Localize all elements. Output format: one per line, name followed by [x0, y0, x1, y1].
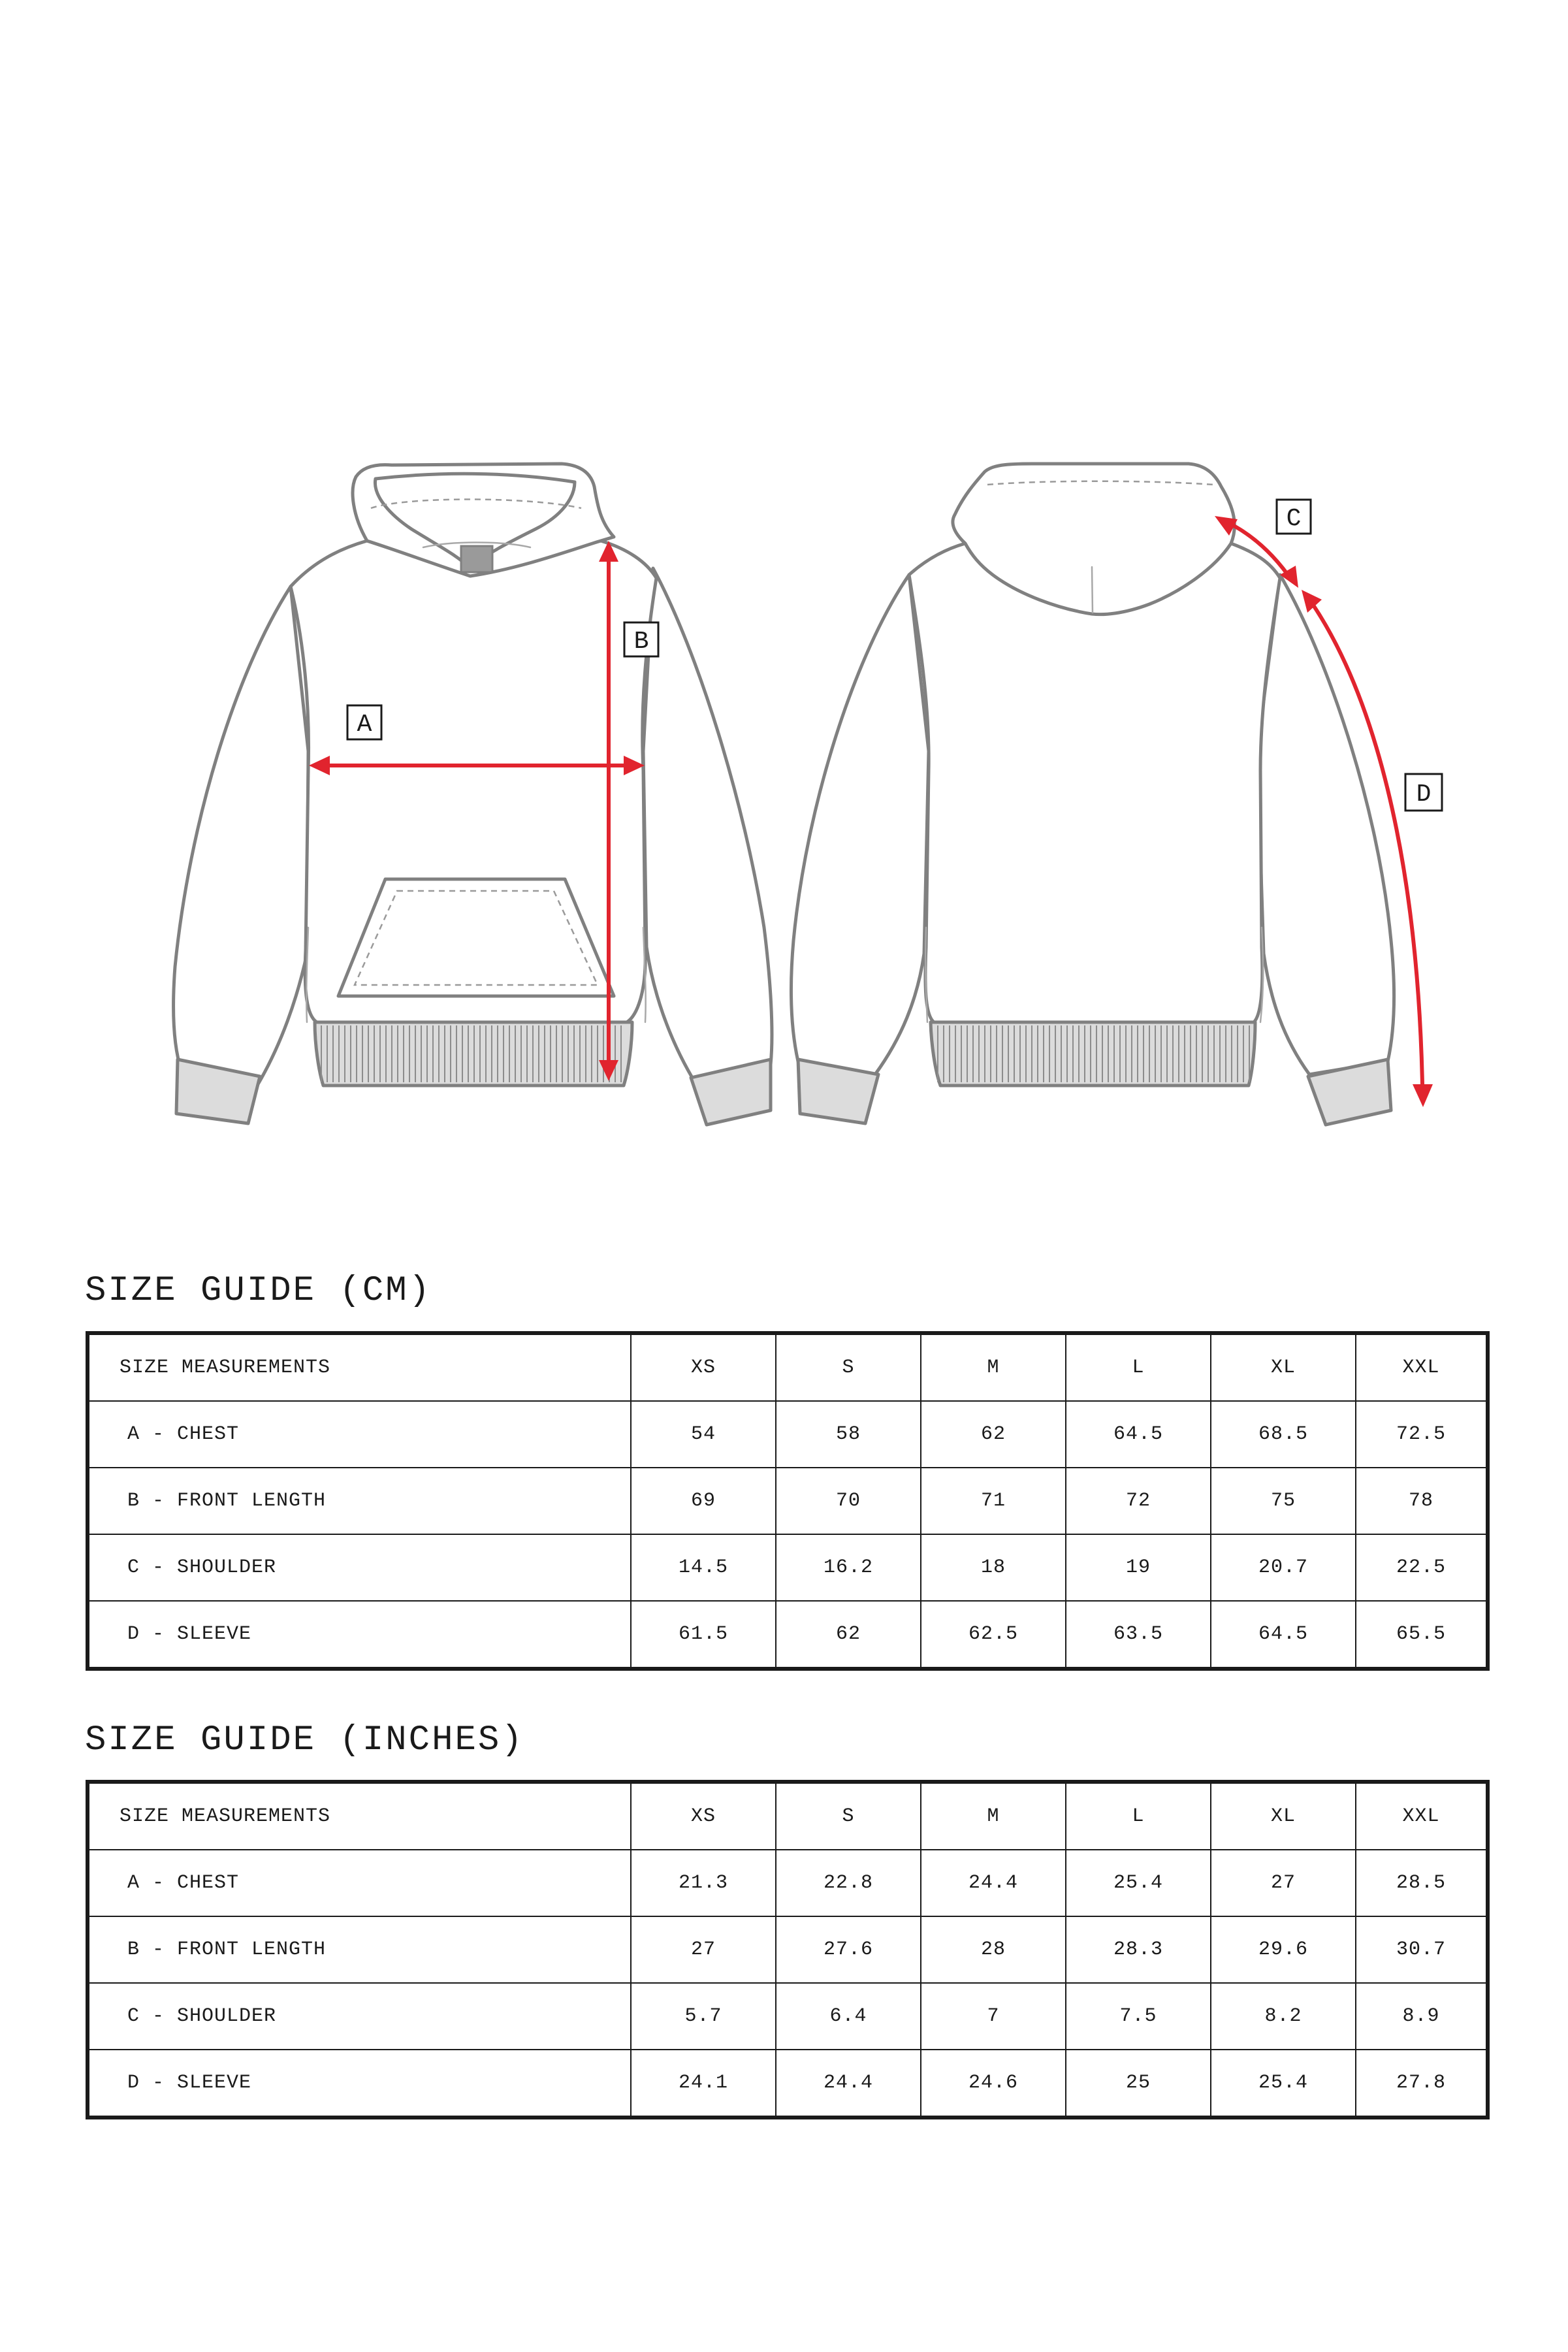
table-row [88, 1983, 1488, 2050]
label-d: D [1416, 781, 1432, 809]
measurement-value: 70 [776, 1468, 921, 1534]
measurement-value: 62 [921, 1401, 1066, 1468]
measurement-value: 24.4 [921, 1850, 1066, 1916]
table-row [88, 1850, 1488, 1916]
header-measurements: SIZE MEASUREMENTS [88, 1782, 631, 1850]
table-header-row [88, 1333, 1488, 1401]
measurement-value: 24.1 [631, 2050, 776, 2118]
measurement-value: 22.8 [776, 1850, 921, 1916]
measurement-value: 30.7 [1356, 1916, 1488, 1983]
measurement-value: 69 [631, 1468, 776, 1534]
measurement-value: 65.5 [1356, 1601, 1488, 1669]
measurement-value: 28.5 [1356, 1850, 1488, 1916]
size-guide-inches-table [86, 1780, 1490, 2119]
measurement-value: 14.5 [631, 1534, 776, 1601]
header-size: S [776, 1782, 921, 1850]
measurement-value: 19 [1066, 1534, 1211, 1601]
measurement-value: 5.7 [631, 1983, 776, 2050]
label-b: B [633, 628, 649, 656]
measurement-label: B - FRONT LENGTH [88, 1916, 631, 1983]
front-right-sleeve [643, 568, 772, 1078]
measurement-value: 25.4 [1066, 1850, 1211, 1916]
header-size: XS [631, 1333, 776, 1401]
header-size: L [1066, 1333, 1211, 1401]
label-c: C [1286, 505, 1302, 533]
header-size: XS [631, 1782, 776, 1850]
size-guide-cm-table [86, 1331, 1490, 1671]
measurement-label: C - SHOULDER [88, 1534, 631, 1601]
measurement-label: A - CHEST [88, 1401, 631, 1468]
measurement-label: D - SLEEVE [88, 1601, 631, 1669]
back-left-sleeve [791, 575, 929, 1074]
measurement-value: 54 [631, 1401, 776, 1468]
table-row [88, 1401, 1488, 1468]
header-size: S [776, 1333, 921, 1401]
measurement-value: 28 [921, 1916, 1066, 1983]
front-kangaroo-pocket [338, 879, 614, 996]
back-right-sleeve [1257, 575, 1394, 1074]
header-size: XL [1211, 1333, 1356, 1401]
label-a: A [357, 711, 372, 739]
header-size: XXL [1356, 1782, 1488, 1850]
table-row [88, 2050, 1488, 2118]
header-measurements: SIZE MEASUREMENTS [88, 1333, 631, 1401]
front-waistband-rib [315, 1022, 632, 1086]
measurement-value: 75 [1211, 1468, 1356, 1534]
size-guide-cm-title: SIZE GUIDE (CM) [85, 1271, 432, 1311]
measurement-value: 20.7 [1211, 1534, 1356, 1601]
measurement-value: 8.2 [1211, 1983, 1356, 2050]
back-waistband-rib [931, 1022, 1255, 1086]
table-row [88, 1468, 1488, 1534]
measurement-value: 27 [1211, 1850, 1356, 1916]
size-guide-inches-title: SIZE GUIDE (INCHES) [85, 1720, 524, 1760]
measurement-value: 62 [776, 1601, 921, 1669]
measurement-value: 61.5 [631, 1601, 776, 1669]
front-left-sleeve [174, 587, 308, 1084]
table-row [88, 1534, 1488, 1601]
measurement-value: 18 [921, 1534, 1066, 1601]
table-row [88, 1916, 1488, 1983]
measurement-value: 25 [1066, 2050, 1211, 2118]
measurement-value: 72.5 [1356, 1401, 1488, 1468]
measurement-value: 8.9 [1356, 1983, 1488, 2050]
measurement-value: 24.4 [776, 2050, 921, 2118]
hoodie-back-view [791, 464, 1394, 1125]
measurement-label: A - CHEST [88, 1850, 631, 1916]
measurement-value: 21.3 [631, 1850, 776, 1916]
table-row [88, 1601, 1488, 1669]
measurement-value: 16.2 [776, 1534, 921, 1601]
measurement-value: 72 [1066, 1468, 1211, 1534]
measurement-label: B - FRONT LENGTH [88, 1468, 631, 1534]
measurement-value: 25.4 [1211, 2050, 1356, 2118]
measurement-value: 64.5 [1211, 1601, 1356, 1669]
measurement-value: 24.6 [921, 2050, 1066, 2118]
measurement-value: 64.5 [1066, 1401, 1211, 1468]
measurement-value: 27.8 [1356, 2050, 1488, 2118]
measurement-value: 63.5 [1066, 1601, 1211, 1669]
hoodie-front-view [174, 464, 772, 1125]
measurement-value: 6.4 [776, 1983, 921, 2050]
measurement-value: 78 [1356, 1468, 1488, 1534]
measurement-value: 71 [921, 1468, 1066, 1534]
measurement-value: 62.5 [921, 1601, 1066, 1669]
header-size: XXL [1356, 1333, 1488, 1401]
header-size: M [921, 1333, 1066, 1401]
measurement-value: 28.3 [1066, 1916, 1211, 1983]
header-size: M [921, 1782, 1066, 1850]
measurement-value: 7 [921, 1983, 1066, 2050]
measurement-value: 7.5 [1066, 1983, 1211, 2050]
measurement-value: 27.6 [776, 1916, 921, 1983]
measurement-label: C - SHOULDER [88, 1983, 631, 2050]
table-header-row [88, 1782, 1488, 1850]
header-size: L [1066, 1782, 1211, 1850]
header-size: XL [1211, 1782, 1356, 1850]
measurement-label: D - SLEEVE [88, 2050, 631, 2118]
measurement-value: 68.5 [1211, 1401, 1356, 1468]
measurement-value: 22.5 [1356, 1534, 1488, 1601]
measurement-value: 29.6 [1211, 1916, 1356, 1983]
measurement-value: 27 [631, 1916, 776, 1983]
measurement-value: 58 [776, 1401, 921, 1468]
neck-label-tab [461, 546, 492, 572]
